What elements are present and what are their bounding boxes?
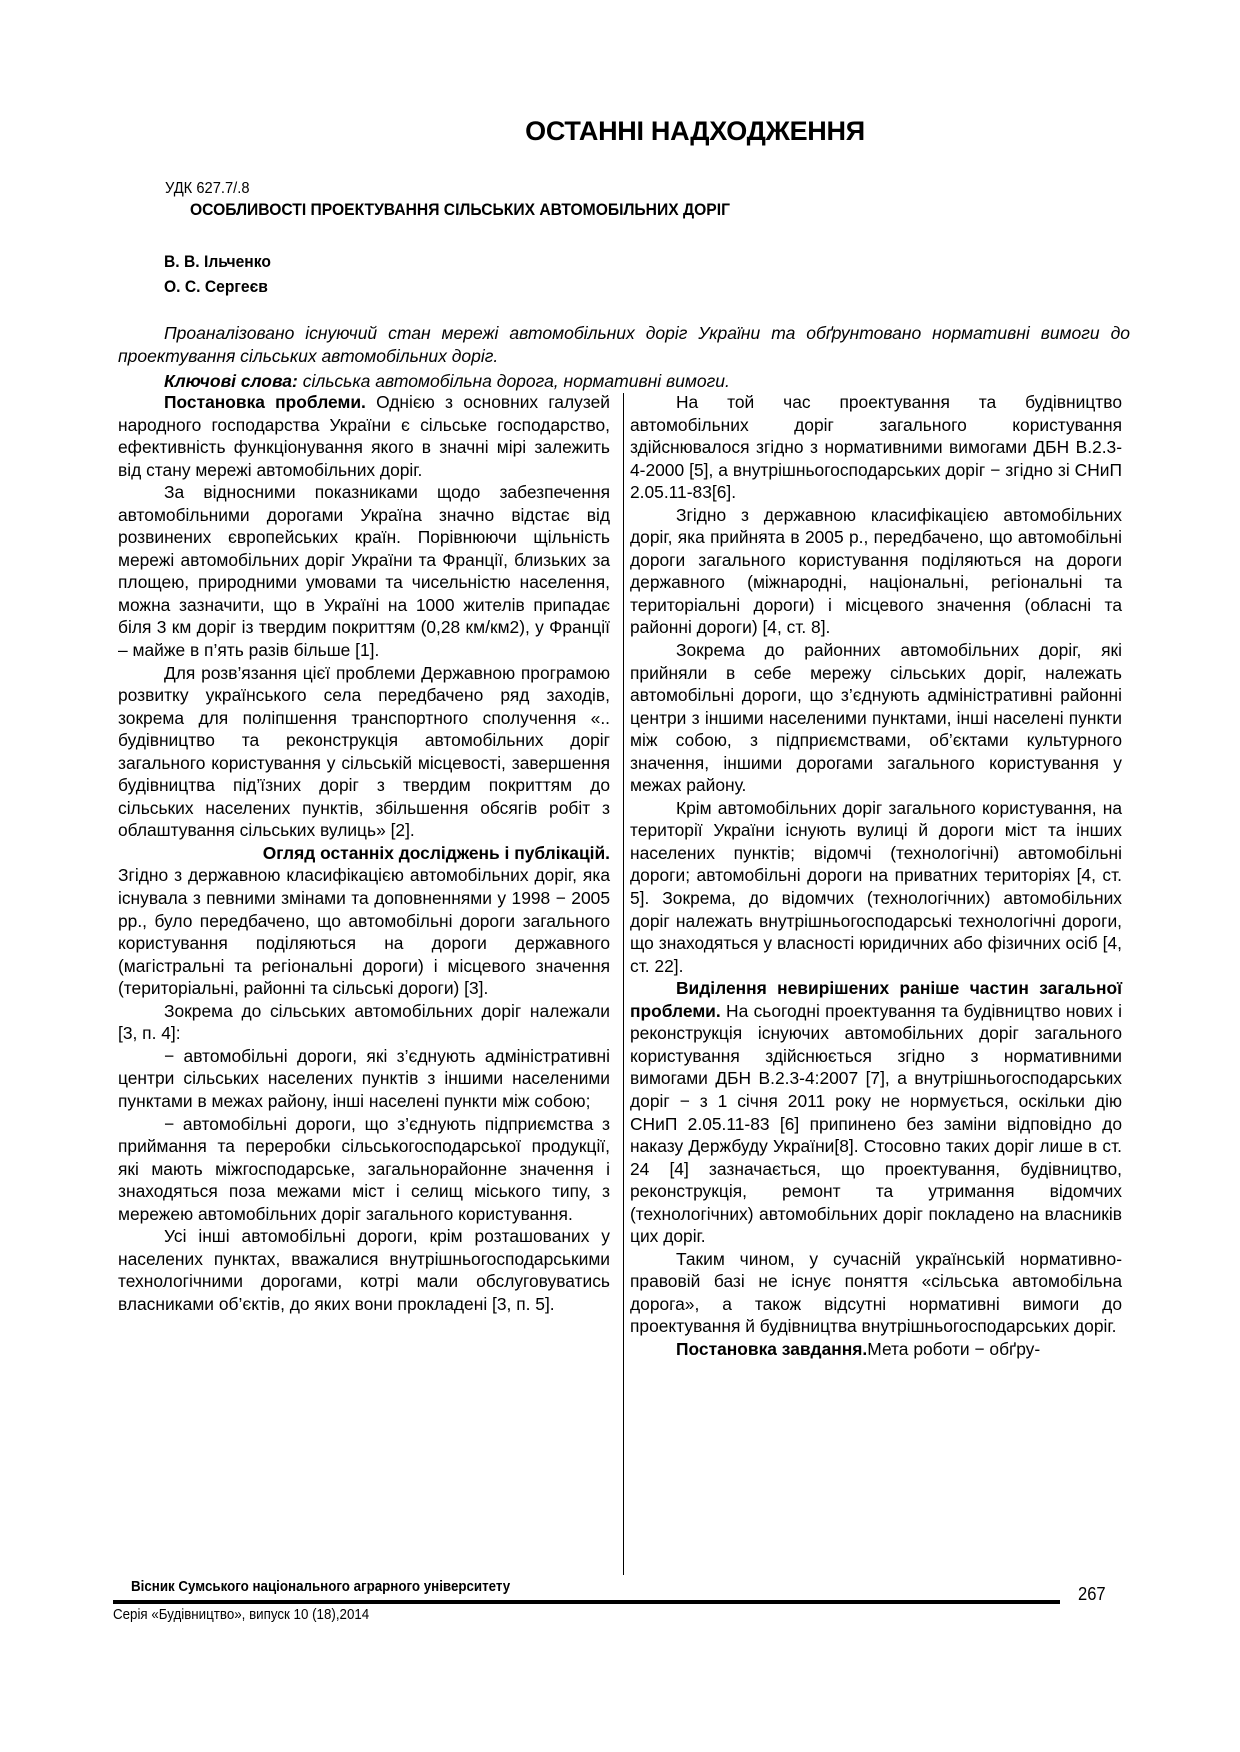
keywords-label: Ключові слова: xyxy=(164,371,298,391)
footer-series: Серія «Будівництво», випуск 10 (18),2014 xyxy=(113,1607,370,1623)
keywords-text: сільська автомобільна дорога, нормативні вимоги. xyxy=(297,371,730,391)
column-divider xyxy=(623,393,624,1575)
keywords xyxy=(164,370,730,393)
author-name: В. В. Ільченко xyxy=(164,252,271,271)
author-name: О. С. Сергеєв xyxy=(164,277,268,296)
paragraph: Виділення невирішених раніше частин загальної проблеми. На сьогодні проектування та будівництво нових і реконструкція існуючих автомобільних доріг загального користування здійснюється згідно з нормативними вимогами ДБН В.2.3-4:2007 [7], а внутрішньогосподарських доріг − з 1 січня 2011 року не нормується, оскільки дію СНиП 2.05.11-83 [6] припинено без заміни відповідно до наказу Держбуду України[8]. Стосовно таких доріг лише в ст. 24 [4] зазначається, що проектування, будівництво, реконструкція, ремонт та утримання відомчих (технологічних) автомобільних доріг покладено на власників цих доріг. xyxy=(630,978,1122,1247)
paragraph: Таким чином, у сучасній українській нормативно-правовій базі не існує поняття «сільська автомобільна дорога», а також відсутні нормативні вимоги до проектування й будівництва внутрішньогосподарських доріг. xyxy=(630,1248,1122,1337)
udk-code: УДК 627.7/.8 xyxy=(165,180,250,197)
section-title: ОСТАННІ НАДХОДЖЕННЯ xyxy=(525,116,865,146)
paragraph: За відносними показниками щодо забезпечення автомобільними дорогами Україна значно відстає від розвинених європейських країн. Порівнюючи щільність мережі автомобільних доріг України та Франції, близьких за площею, природними умовами та чисельністю населення, можна зазначити, що в Україні на 1000 жителів припадає біля 3 км доріг із твердим покриттям (0,28 км/км2), у Франції – майже в п’ять разів більше [1]. xyxy=(118,482,610,661)
list-item: − автомобільні дороги, які з’єднують адміністративні центри сільських населених пунктів з іншими населеними пунктами в межах району, інші населені пункти між собою; xyxy=(118,1045,610,1111)
paragraph: Згідно з державною класифікацією автомобільних доріг, яка прийнята в 2005 р., передбачено, що автомобільні дороги загального користування поділяються на дороги державного (міжнародні, національні, регіональні та територіальні дороги) і місцевого значення (обласні та районні дороги) [4, ст. 8]. xyxy=(630,504,1122,638)
footer-rule xyxy=(113,1600,1060,1604)
subsection-heading: Огляд останніх досліджень і публікацій. xyxy=(262,842,610,863)
paragraph: Постановка завдання.Мета роботи − обґру- xyxy=(676,1338,1041,1359)
paragraph: Для розв’язання цієї проблеми Державною програмою розвитку українського села передбачено ряд заходів, зокрема для поліпшення транспортного сполучення «.. будівництво та реконструкція автомобільних доріг загального користування у сільській місцевості, завершення будівництва під’їзних доріг з твердим покриттям до сільських населених пунктів, збільшення обсягів робіт з облаштування сільських вулиць» [2]. xyxy=(118,662,610,841)
footer-journal-name: Вісник Сумського національного аграрного університету xyxy=(131,1579,511,1595)
left-column xyxy=(118,391,610,1315)
authors xyxy=(164,249,271,299)
page-number: 267 xyxy=(1078,1584,1106,1604)
paragraph: Постановка проблеми. Однією з основних галузей народного господарства України є сільське господарство, ефективність функціонування якого в значні мірі залежить від стану мережі автомобільних доріг. xyxy=(118,392,610,480)
paragraph: Зокрема до районних автомобільних доріг, які прийняли в себе мережу сільських доріг, належать автомобільні дороги, що з’єднують адміністративні районні центри з іншими населеними пунктами, інші населені пункти між собою, з підприємствами, об’єктами культурного значення, іншими дорогами загального користування у межах району. xyxy=(630,640,1122,796)
paragraph: На той час проектування та будівництво автомобільних доріг загального користування здійснювалося згідно з нормативними вимогами ДБН В.2.3-4-2000 [5], а внутрішньогосподарських доріг − згідно зі СНиП 2.05.11-83[6]. xyxy=(630,392,1122,503)
paragraph: Крім автомобільних доріг загального користування, на території України існують вулиці й дороги міст та інших населених пунктів; відомчі (технологічні) автомобільні дороги; автомобільні дороги на приватних територіях [4, ст. 5]. Зокрема, до відомчих (технологічних) автомобільних доріг належать внутрішньогосподарські технологічні дороги, що знаходяться у власності юридичних або фізичних осіб [4, ст. 22]. xyxy=(630,797,1122,976)
paragraph: Усі інші автомобільні дороги, крім розташованих у населених пунктах, вважалися внутрішньогосподарськими технологічними дорогами, котрі мали обслуговуватись власниками об’єктів, до яких вони прокладені [3, п. 5]. xyxy=(118,1226,610,1314)
right-column xyxy=(630,391,1122,1361)
paragraph: Зокрема до сільських автомобільних доріг належали [3, п. 4]: xyxy=(118,1000,610,1044)
article-title: ОСОБЛИВОСТІ ПРОЕКТУВАННЯ СІЛЬСЬКИХ АВТОМОБІЛЬНИХ ДОРІГ xyxy=(190,200,730,219)
list-item: − автомобільні дороги, що з’єднують підприємства з приймання та переробки сільськогосподарської продукції, які мають міжгосподарське, загальнорайонне значення і знаходяться поза межами міст і селищ міського типу, з мережею автомобільних доріг загального користування. xyxy=(118,1113,610,1224)
subsection-heading: Постановка проблеми. xyxy=(164,392,366,412)
subsection-heading: Постановка завдання. xyxy=(676,1338,868,1359)
abstract: Проаналізовано існуючий стан мережі автомобільних доріг України та обґрунтовано нормативні вимоги до проектування сільських автомобільних доріг. xyxy=(118,323,1130,366)
subsection-heading: Виділення невирішених раніше частин загальної проблеми. xyxy=(630,978,1122,1021)
paragraph: Згідно з державною класифікацією автомобільних доріг, яка існувала з певними змінами та доповненнями у 1998 − 2005 рр., було передбачено, що автомобільні дороги загального користування поділяються на дороги державного (магістральні та регіональні дороги) і місцевого значення (територіальні, районні та сільські дороги) [3]. xyxy=(118,865,610,999)
